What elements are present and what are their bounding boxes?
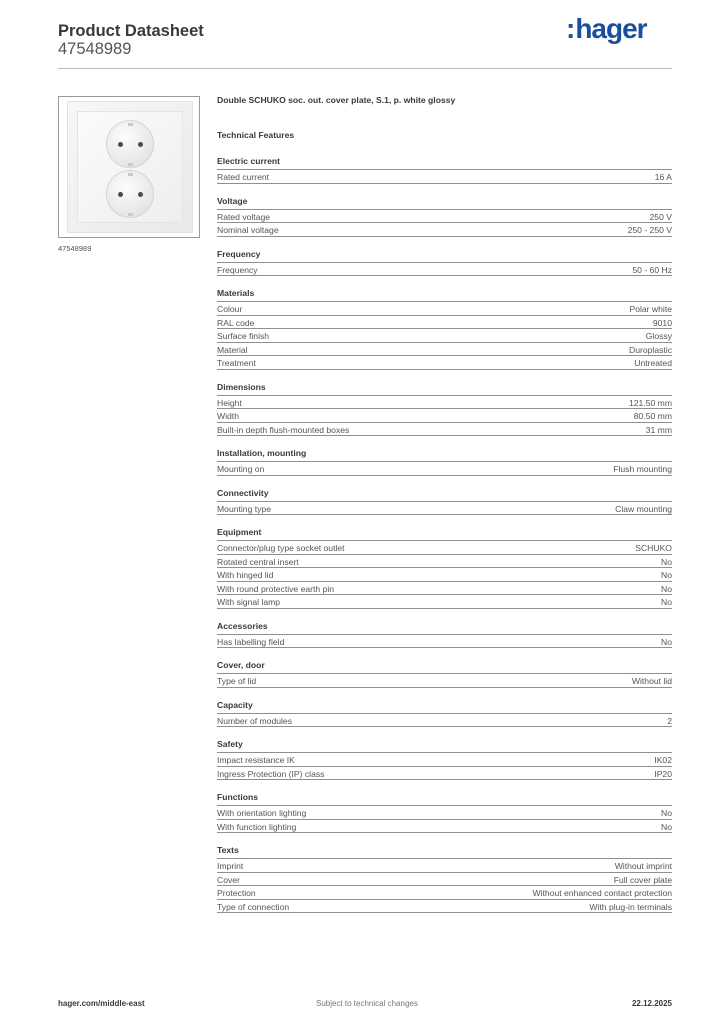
feature-value: IK02 xyxy=(654,755,672,765)
feature-label: With function lighting xyxy=(217,821,297,832)
feature-row xyxy=(217,423,672,437)
feature-label: Width xyxy=(217,411,239,421)
feature-row xyxy=(217,900,672,914)
feature-section xyxy=(217,196,672,237)
feature-row xyxy=(217,873,672,887)
feature-label: Impact resistance IK xyxy=(217,755,295,765)
feature-value: IP20 xyxy=(654,768,672,779)
footer-date: 22.12.2025 xyxy=(631,999,672,1008)
section-title: Materials xyxy=(217,288,672,302)
feature-label: Height xyxy=(217,397,242,408)
feature-value: No xyxy=(661,570,672,580)
feature-row xyxy=(217,343,672,357)
feature-section xyxy=(217,739,672,780)
feature-label: Cover xyxy=(217,874,240,885)
feature-row xyxy=(217,541,672,555)
feature-label: With orientation lighting xyxy=(217,808,307,818)
feature-section xyxy=(217,845,672,913)
feature-value: 50 - 60 Hz xyxy=(632,264,672,275)
feature-section xyxy=(217,488,672,516)
feature-section xyxy=(217,156,672,184)
feature-label: Imprint xyxy=(217,861,244,871)
feature-section xyxy=(217,660,672,688)
feature-value: 2 xyxy=(667,715,672,726)
feature-label: Surface finish xyxy=(217,331,270,341)
section-title: Dimensions xyxy=(217,382,672,396)
section-title: Cover, door xyxy=(217,660,672,674)
product-description: Double SCHUKO soc. out. cover plate, S.1, p. white glossy xyxy=(217,95,456,105)
feature-label: Frequency xyxy=(217,264,258,275)
feature-label: With round protective earth pin xyxy=(217,583,335,594)
section-title: Texts xyxy=(217,845,672,859)
feature-value: 16 A xyxy=(654,172,672,182)
feature-row xyxy=(217,886,672,900)
feature-value: No xyxy=(661,597,672,607)
feature-value: Untreated xyxy=(634,358,672,368)
feature-value: No xyxy=(661,636,672,647)
feature-label: Treatment xyxy=(217,358,256,368)
datasheet-content xyxy=(217,95,672,913)
feature-value: 9010 xyxy=(652,317,672,328)
technical-features-heading: Technical Features xyxy=(217,130,295,140)
feature-section xyxy=(217,792,672,833)
feature-sections xyxy=(217,156,672,913)
feature-section xyxy=(217,382,672,437)
feature-label: Rotated central insert xyxy=(217,556,299,567)
feature-value: Polar white xyxy=(629,304,672,314)
feature-value: Without lid xyxy=(631,676,672,686)
feature-label: Rated current xyxy=(217,172,270,182)
feature-row xyxy=(217,210,672,224)
section-title: Capacity xyxy=(217,700,672,714)
feature-label: Number of modules xyxy=(217,715,292,726)
hager-logo: :hager xyxy=(566,13,647,44)
feature-value: Without imprint xyxy=(614,861,672,871)
feature-label: Nominal voltage xyxy=(217,225,279,235)
socket-top-picture xyxy=(106,120,154,168)
feature-row xyxy=(217,223,672,237)
section-title: Frequency xyxy=(217,249,672,263)
feature-row xyxy=(217,356,672,370)
feature-label: RAL code xyxy=(217,317,255,328)
feature-label: Connector/plug type socket outlet xyxy=(217,543,345,553)
section-title: Electric current xyxy=(217,156,672,170)
footer-website: hager.com/middle-east xyxy=(58,999,145,1008)
feature-label: With hinged lid xyxy=(217,570,274,580)
feature-value: No xyxy=(661,583,672,594)
section-title: Equipment xyxy=(217,527,672,541)
section-title: Connectivity xyxy=(217,488,672,502)
feature-section xyxy=(217,288,672,370)
header-divider xyxy=(58,68,672,69)
section-title: Safety xyxy=(217,739,672,753)
feature-value: No xyxy=(661,821,672,832)
feature-section xyxy=(217,249,672,277)
section-title: Functions xyxy=(217,792,672,806)
feature-value: Flush mounting xyxy=(613,464,672,474)
feature-row xyxy=(217,674,672,688)
feature-row xyxy=(217,316,672,330)
section-title: Accessories xyxy=(217,621,672,635)
feature-value: SCHUKO xyxy=(635,543,672,553)
feature-value: Glossy xyxy=(645,331,672,341)
feature-label: Type of connection xyxy=(217,901,290,912)
feature-row xyxy=(217,170,672,184)
image-caption: 47548989 xyxy=(58,244,92,253)
feature-row xyxy=(217,329,672,343)
feature-value: Duroplastic xyxy=(629,344,672,355)
feature-row xyxy=(217,568,672,582)
feature-row xyxy=(217,555,672,569)
logo-text: hager xyxy=(575,13,647,44)
feature-row xyxy=(217,582,672,596)
feature-value: 31 mm xyxy=(645,424,672,435)
feature-section xyxy=(217,621,672,649)
feature-row xyxy=(217,502,672,516)
feature-label: Type of lid xyxy=(217,676,257,686)
feature-row xyxy=(217,302,672,316)
feature-value: Claw mounting xyxy=(615,503,672,514)
feature-row xyxy=(217,859,672,873)
feature-value: 250 V xyxy=(649,211,672,222)
feature-row xyxy=(217,753,672,767)
footer-note: Subject to technical changes xyxy=(316,999,418,1008)
feature-row xyxy=(217,263,672,277)
feature-label: With signal lamp xyxy=(217,597,281,607)
document-header xyxy=(58,22,204,58)
feature-section xyxy=(217,700,672,728)
feature-label: Rated voltage xyxy=(217,211,271,222)
feature-value: 250 - 250 V xyxy=(627,225,672,235)
feature-label: Built-in depth flush-mounted boxes xyxy=(217,424,350,435)
feature-row xyxy=(217,462,672,476)
feature-section xyxy=(217,448,672,476)
document-title: Product Datasheet xyxy=(58,22,204,40)
socket-bottom-picture xyxy=(106,170,154,218)
feature-row xyxy=(217,595,672,609)
feature-label: Mounting type xyxy=(217,503,271,514)
section-title: Installation, mounting xyxy=(217,448,672,462)
product-number: 47548989 xyxy=(58,40,132,58)
feature-label: Material xyxy=(217,344,248,355)
feature-row xyxy=(217,409,672,423)
feature-value: No xyxy=(661,556,672,567)
section-title: Voltage xyxy=(217,196,672,210)
feature-label: Colour xyxy=(217,304,243,314)
feature-value: 80.50 mm xyxy=(633,411,672,421)
feature-value: No xyxy=(661,808,672,818)
feature-value: Without enhanced contact protection xyxy=(532,888,672,898)
feature-section xyxy=(217,527,672,609)
feature-row xyxy=(217,806,672,820)
feature-value: Full cover plate xyxy=(613,874,672,885)
feature-label: Protection xyxy=(217,888,256,898)
feature-value: With plug-in terminals xyxy=(589,901,672,912)
cover-plate-picture xyxy=(67,101,193,233)
feature-row xyxy=(217,635,672,649)
feature-label: Has labelling field xyxy=(217,636,285,647)
feature-label: Ingress Protection (IP) class xyxy=(217,768,325,779)
feature-row xyxy=(217,820,672,834)
feature-value: 121.50 mm xyxy=(629,397,672,408)
feature-row xyxy=(217,767,672,781)
product-image xyxy=(58,96,200,238)
feature-row xyxy=(217,396,672,410)
feature-label: Mounting on xyxy=(217,464,265,474)
feature-row xyxy=(217,714,672,728)
